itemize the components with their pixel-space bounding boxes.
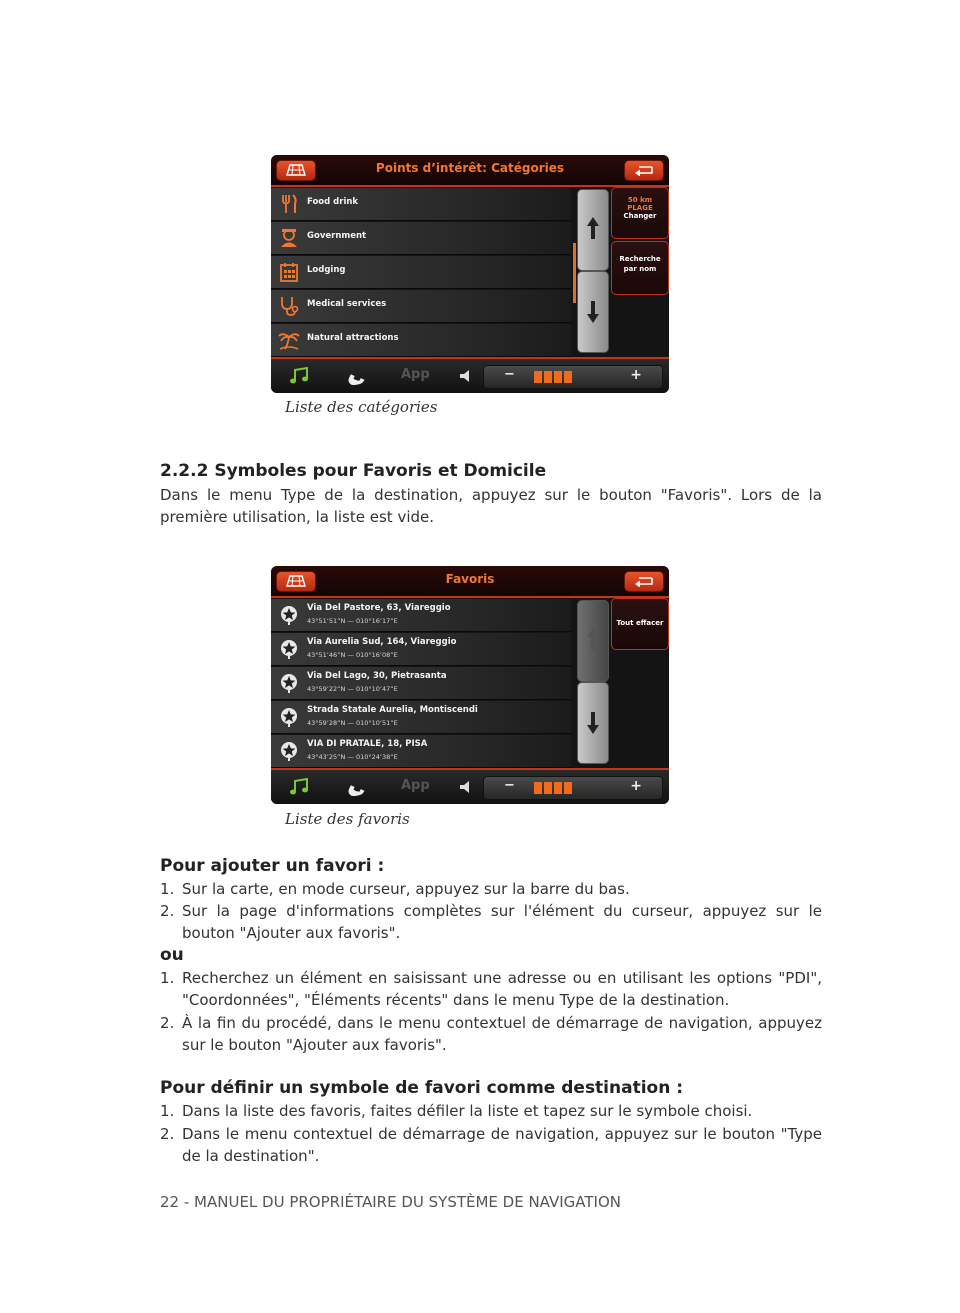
favorite-address: Via Del Pastore, 63, Viareggio (307, 603, 451, 613)
page-footer: 22 - MANUEL DU PROPRIÉTAIRE DU SYSTÈME DE NAVIGATION (160, 1193, 622, 1211)
title-bar (271, 566, 669, 598)
favorite-coordinates: 43°51’51”N — 010°16’17”E (307, 617, 398, 625)
scroll-position-indicator (573, 243, 576, 303)
volume-segment (554, 371, 562, 383)
volume-segment (534, 782, 542, 794)
map-icon (285, 575, 307, 587)
poi-categories-screenshot (271, 155, 669, 393)
scroll-down-button[interactable] (577, 271, 609, 353)
scroll-down-button[interactable] (577, 682, 609, 764)
map-icon (285, 164, 307, 176)
volume-segment (544, 371, 552, 383)
list-item[interactable] (271, 667, 571, 700)
list-item-label: Lodging (307, 265, 346, 275)
clear-all-label: Tout effacer (616, 619, 664, 627)
favorite-address: Via Aurelia Sud, 164, Viareggio (307, 637, 457, 647)
arrow-down-icon (586, 300, 600, 324)
step-number: 2. (160, 902, 175, 920)
figure-caption: Liste des catégories (285, 398, 438, 416)
volume-segment (534, 371, 542, 383)
list-item (160, 967, 822, 1011)
list-item-label: Medical services (307, 299, 387, 309)
favorites-screenshot (271, 566, 669, 804)
list-item[interactable] (271, 188, 571, 221)
step-text: À la fin du procédé, dans le menu contextuel de démarrage de navigation, appuyez sur le bouton "Ajouter aux favoris". (182, 1014, 822, 1054)
stethoscope-icon (278, 295, 300, 317)
step-text: Sur la carte, en mode curseur, appuyez sur la barre du bas. (182, 880, 630, 898)
step-number: 1. (160, 880, 175, 898)
section-heading: 2.2.2 Symboles pour Favoris et Domicile (160, 461, 547, 481)
scroll-up-button[interactable] (577, 600, 609, 682)
radius-value: 50 km (627, 196, 653, 204)
volume-up-button[interactable]: + (630, 367, 642, 383)
list-item[interactable] (271, 633, 571, 666)
volume-segment (544, 782, 552, 794)
favorite-address: Strada Statale Aurelia, Montiscendi (307, 705, 478, 715)
step-text: Sur la page d'informations complètes sur l'élément du curseur, appuyez sur le bouton "Ajouter aux favoris". (182, 902, 822, 942)
lodging-icon (278, 261, 300, 283)
arrow-up-icon (586, 627, 600, 651)
list-item (160, 900, 822, 944)
phone-icon[interactable] (345, 778, 365, 796)
scroll-up-button[interactable] (577, 189, 609, 271)
list-item[interactable] (271, 599, 571, 632)
add-favorite-heading: Pour ajouter un favori : (160, 856, 385, 876)
list-item (160, 1012, 822, 1056)
volume-control (483, 776, 663, 800)
music-note-icon[interactable] (289, 778, 309, 796)
list-item[interactable] (271, 256, 571, 289)
favorite-star-pin-icon (278, 740, 300, 762)
list-item-label: Government (307, 231, 367, 241)
favorite-star-pin-icon (278, 638, 300, 660)
favorites-list (271, 599, 573, 769)
title-bar (271, 155, 669, 187)
clear-all-button[interactable] (611, 598, 669, 650)
list-item[interactable] (271, 290, 571, 323)
favorite-coordinates: 43°51’46”N — 010°16’08”E (307, 651, 398, 659)
step-number: 2. (160, 1014, 175, 1032)
phone-icon[interactable] (345, 367, 365, 385)
radius-change-button[interactable] (611, 187, 669, 239)
arrow-up-icon (586, 216, 600, 240)
section-paragraph: Dans le menu Type de la destination, appuyez sur le bouton "Favoris". Lors de la première utilisation, la liste est vide. (160, 486, 822, 526)
search-by-name-button[interactable] (611, 241, 669, 295)
list-item-label: Natural attractions (307, 333, 399, 343)
palm-tree-icon (278, 329, 300, 351)
app-button[interactable]: App (401, 367, 430, 382)
back-button[interactable] (624, 571, 664, 592)
figure-caption: Liste des favoris (285, 810, 410, 828)
set-destination-heading: Pour définir un symbole de favori comme destination : (160, 1078, 684, 1098)
step-text: Recherchez un élément en saisissant une adresse ou en utilisant les options "PDI", "Coordonnées", "Éléments récents" dans le menu Type de la destination. (182, 969, 822, 1009)
step-number: 1. (160, 1102, 175, 1120)
step-text: Dans le menu contextuel de démarrage de navigation, appuyez sur le bouton "Type de la destination". (182, 1125, 822, 1165)
search-by-name-label: Recherche par nom (619, 255, 661, 273)
radius-zone: PLAGE (627, 204, 653, 212)
volume-segment (564, 782, 572, 794)
list-item (160, 1100, 822, 1122)
step-number: 2. (160, 1125, 175, 1143)
volume-segment (554, 782, 562, 794)
back-arrow-icon (633, 164, 655, 176)
volume-segment (564, 371, 572, 383)
volume-up-button[interactable]: + (630, 778, 642, 794)
back-button[interactable] (624, 160, 664, 181)
volume-control (483, 365, 663, 389)
speaker-icon (459, 780, 475, 794)
fork-knife-icon (278, 193, 300, 215)
or-label: ou (160, 945, 184, 965)
volume-down-button[interactable]: − (504, 367, 515, 382)
screen-title: Favoris (445, 572, 495, 586)
government-icon (278, 227, 300, 249)
change-label: Changer (623, 212, 657, 220)
step-number: 1. (160, 969, 175, 987)
favorite-star-pin-icon (278, 706, 300, 728)
favorite-star-pin-icon (278, 672, 300, 694)
app-button[interactable]: App (401, 778, 430, 793)
favorite-address: Via Del Lago, 30, Pietrasanta (307, 671, 447, 681)
step-text: Dans la liste des favoris, faites défiler la liste et tapez sur le symbole choisi. (182, 1102, 753, 1120)
favorite-coordinates: 43°59’28”N — 010°10’51”E (307, 719, 398, 727)
list-item-label: Food drink (307, 197, 359, 207)
list-item (160, 878, 822, 900)
volume-down-button[interactable]: − (504, 778, 515, 793)
category-list (271, 188, 573, 358)
music-note-icon[interactable] (289, 367, 309, 385)
list-item[interactable] (271, 735, 571, 768)
favorite-coordinates: 43°59’22”N — 010°10’47”E (307, 685, 398, 693)
screen-title: Points d’intérêt: Catégories (375, 161, 565, 175)
favorite-address: VIA DI PRATALE, 18, PISA (307, 739, 428, 749)
favorite-star-pin-icon (278, 604, 300, 626)
list-item (160, 1123, 822, 1167)
bottom-bar (271, 357, 669, 393)
list-item[interactable] (271, 324, 571, 357)
back-arrow-icon (633, 575, 655, 587)
list-item[interactable] (271, 222, 571, 255)
map-button[interactable] (276, 571, 316, 592)
arrow-down-icon (586, 711, 600, 735)
speaker-icon (459, 369, 475, 383)
bottom-bar (271, 768, 669, 804)
list-item[interactable] (271, 701, 571, 734)
favorite-coordinates: 43°43’25”N — 010°24’38”E (307, 753, 398, 761)
map-button[interactable] (276, 160, 316, 181)
